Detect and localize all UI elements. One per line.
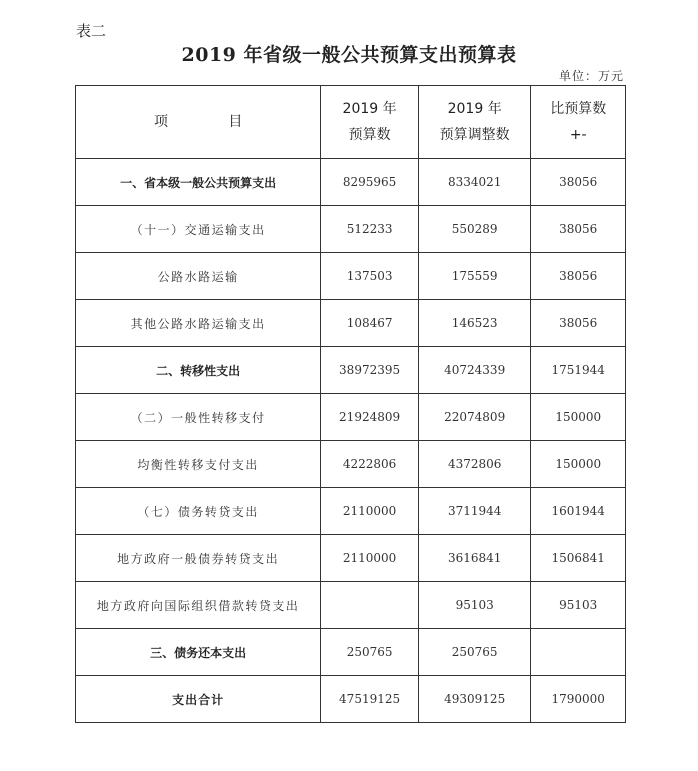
row-adjusted-value: 3616841	[418, 535, 531, 582]
table-row	[76, 206, 626, 253]
row-item-name: 地方政府向国际组织借款转贷支出	[76, 582, 321, 629]
row-change-value: 1751944	[531, 347, 626, 394]
table-row	[76, 300, 626, 347]
row-budget-value: 108467	[321, 300, 419, 347]
row-item-name: （七）债务转贷支出	[76, 488, 321, 535]
budget-table	[75, 85, 626, 723]
row-budget-value	[321, 582, 419, 629]
row-budget-value: 8295965	[321, 159, 419, 206]
table-row	[76, 159, 626, 206]
row-budget-value: 250765	[321, 629, 419, 676]
row-change-value: 38056	[531, 159, 626, 206]
table-row	[76, 253, 626, 300]
document-title: 2019 年省级一般公共预算支出预算表	[181, 44, 517, 66]
row-change-value: 38056	[531, 253, 626, 300]
row-item-name: 一、省本级一般公共预算支出	[76, 159, 321, 206]
row-adjusted-value: 3711944	[418, 488, 531, 535]
row-adjusted-value: 22074809	[418, 394, 531, 441]
row-change-value: 38056	[531, 300, 626, 347]
row-item-name: （十一）交通运输支出	[76, 206, 321, 253]
row-change-value	[531, 629, 626, 676]
header-budget: 2019 年 预算数	[321, 86, 419, 159]
row-budget-value: 38972395	[321, 347, 419, 394]
row-adjusted-value: 95103	[418, 582, 531, 629]
header-change: 比预算数 +-	[531, 86, 626, 159]
table-number-label: 表二	[76, 22, 107, 40]
row-budget-value: 21924809	[321, 394, 419, 441]
row-adjusted-value: 550289	[418, 206, 531, 253]
table-row	[76, 676, 626, 723]
row-adjusted-value: 4372806	[418, 441, 531, 488]
row-item-name: 其他公路水路运输支出	[76, 300, 321, 347]
row-item-name: 地方政府一般债券转贷支出	[76, 535, 321, 582]
row-change-value: 95103	[531, 582, 626, 629]
table-row	[76, 394, 626, 441]
row-change-value: 38056	[531, 206, 626, 253]
table-header-row	[76, 86, 626, 159]
row-item-name: 公路水路运输	[76, 253, 321, 300]
row-budget-value: 137503	[321, 253, 419, 300]
table-row	[76, 488, 626, 535]
row-adjusted-value: 146523	[418, 300, 531, 347]
row-item-name: 三、债务还本支出	[76, 629, 321, 676]
unit-label: 单位：万元	[558, 69, 624, 83]
row-budget-value: 2110000	[321, 535, 419, 582]
row-item-name: 均衡性转移支付支出	[76, 441, 321, 488]
table-row	[76, 535, 626, 582]
row-item-name: 二、转移性支出	[76, 347, 321, 394]
row-change-value: 1601944	[531, 488, 626, 535]
table-row	[76, 629, 626, 676]
table-row	[76, 441, 626, 488]
header-item: 项 目	[76, 86, 321, 159]
row-adjusted-value: 250765	[418, 629, 531, 676]
row-change-value: 1506841	[531, 535, 626, 582]
row-adjusted-value: 40724339	[418, 347, 531, 394]
row-item-name: 支出合计	[76, 676, 321, 723]
row-adjusted-value: 8334021	[418, 159, 531, 206]
row-change-value: 1790000	[531, 676, 626, 723]
row-budget-value: 4222806	[321, 441, 419, 488]
row-budget-value: 47519125	[321, 676, 419, 723]
table-row	[76, 582, 626, 629]
row-change-value: 150000	[531, 394, 626, 441]
row-change-value: 150000	[531, 441, 626, 488]
row-budget-value: 512233	[321, 206, 419, 253]
table-row	[76, 347, 626, 394]
row-item-name: （二）一般性转移支付	[76, 394, 321, 441]
row-adjusted-value: 175559	[418, 253, 531, 300]
row-adjusted-value: 49309125	[418, 676, 531, 723]
header-adjusted: 2019 年 预算调整数	[418, 86, 531, 159]
row-budget-value: 2110000	[321, 488, 419, 535]
